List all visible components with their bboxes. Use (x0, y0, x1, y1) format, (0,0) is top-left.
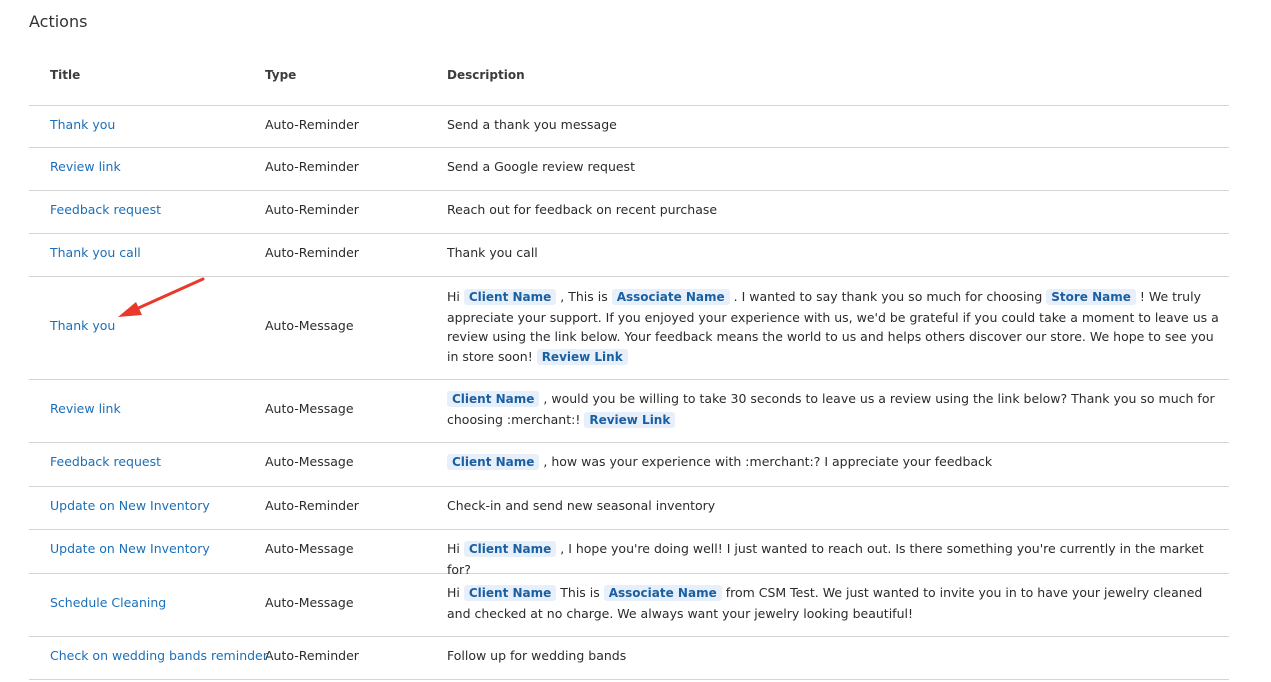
merge-field-tag: Client Name (464, 585, 556, 601)
column-header-type: Type (265, 68, 297, 82)
action-description (447, 452, 1229, 473)
description-text: ! We truly appreciate your support. If you enjoyed your experience with us, we'd be grateful if you could take a moment to leave us a review using the link below. Your feedback means the world to us and helps others discover our store. We hope to see you in store soon! (447, 289, 1219, 364)
table-row (29, 234, 1229, 277)
action-type: Auto-Message (265, 318, 354, 333)
action-description (447, 287, 1229, 367)
action-title-link[interactable]: Thank you (50, 318, 116, 333)
action-type: Auto-Reminder (265, 159, 359, 174)
action-type: Auto-Reminder (265, 202, 359, 217)
action-title-link[interactable]: Update on New Inventory (50, 498, 210, 513)
table-row (29, 443, 1229, 487)
description-text: Follow up for wedding bands (447, 648, 627, 663)
merge-field-tag: Client Name (447, 391, 539, 407)
merge-field-tag: Review Link (537, 349, 628, 365)
table-body (29, 106, 1229, 680)
description-text: Reach out for feedback on recent purchase (447, 202, 718, 217)
description-text: Hi (447, 585, 464, 600)
merge-field-tag: Associate Name (604, 585, 722, 601)
table-row (29, 574, 1229, 637)
table-header (29, 56, 1229, 106)
description-text: This is (556, 585, 604, 600)
description-text: Hi (447, 289, 464, 304)
description-text: , I hope you're doing well! I just wanted to reach out. Is there something you're currently in the market for? (447, 541, 1204, 577)
action-title-link[interactable]: Review link (50, 401, 121, 416)
description-text: , would you be willing to take 30 seconds to leave us a review using the link below? Thank you so much for choosing :merchant:! (447, 391, 1215, 427)
action-description (447, 583, 1229, 623)
action-type: Auto-Message (265, 541, 354, 556)
red-arrow-icon (114, 276, 214, 322)
table-row (29, 148, 1229, 191)
merge-field-tag: Client Name (464, 541, 556, 557)
action-type: Auto-Reminder (265, 648, 359, 663)
action-description (447, 389, 1229, 430)
action-type: Auto-Reminder (265, 117, 359, 132)
action-title-link[interactable]: Schedule Cleaning (50, 595, 167, 610)
merge-field-tag: Client Name (464, 289, 556, 305)
action-title-link[interactable]: Thank you call (50, 245, 141, 260)
column-header-description: Description (447, 68, 525, 82)
description-text: . I wanted to say thank you so much for choosing (729, 289, 1047, 304)
action-description (447, 115, 1229, 135)
action-description (447, 243, 1229, 263)
column-header-title: Title (50, 68, 81, 82)
table-row (29, 487, 1229, 530)
action-description (447, 200, 1229, 220)
action-title-link[interactable]: Review link (50, 159, 121, 174)
action-description (447, 496, 1229, 516)
action-type: Auto-Message (265, 454, 354, 469)
table-row (29, 530, 1229, 577)
description-text: Check-in and send new seasonal inventory (447, 498, 716, 513)
page-title: Actions (29, 12, 88, 31)
action-description (447, 157, 1229, 177)
merge-field-tag: Store Name (1046, 289, 1136, 305)
action-description (447, 646, 1229, 666)
description-text: , how was your experience with :merchant:? I appreciate your feedback (539, 454, 993, 469)
action-title-link[interactable]: Thank you (50, 117, 116, 132)
merge-field-tag: Associate Name (612, 289, 730, 305)
description-text: from CSM Test. We just wanted to invite you in to have your jewelry cleaned and checked at no charge. We always want your jewelry looking beautiful! (447, 585, 1203, 621)
action-type: Auto-Message (265, 595, 354, 610)
action-title-link[interactable]: Update on New Inventory (50, 541, 210, 556)
action-type: Auto-Reminder (265, 498, 359, 513)
action-type: Auto-Reminder (265, 245, 359, 260)
description-text: Thank you call (447, 245, 538, 260)
merge-field-tag: Client Name (447, 454, 539, 470)
description-text: Hi (447, 541, 464, 556)
table-row (29, 380, 1229, 443)
action-title-link[interactable]: Feedback request (50, 202, 162, 217)
description-text: , This is (556, 289, 612, 304)
description-text: Send a Google review request (447, 159, 635, 174)
table-row (29, 191, 1229, 234)
description-text: Send a thank you message (447, 117, 617, 132)
action-title-link[interactable]: Feedback request (50, 454, 162, 469)
merge-field-tag: Review Link (584, 412, 675, 428)
action-title-link[interactable]: Check on wedding bands reminder (50, 648, 268, 663)
table-row (29, 637, 1229, 680)
action-type: Auto-Message (265, 401, 354, 416)
table-row (29, 106, 1229, 148)
actions-table (29, 56, 1229, 680)
